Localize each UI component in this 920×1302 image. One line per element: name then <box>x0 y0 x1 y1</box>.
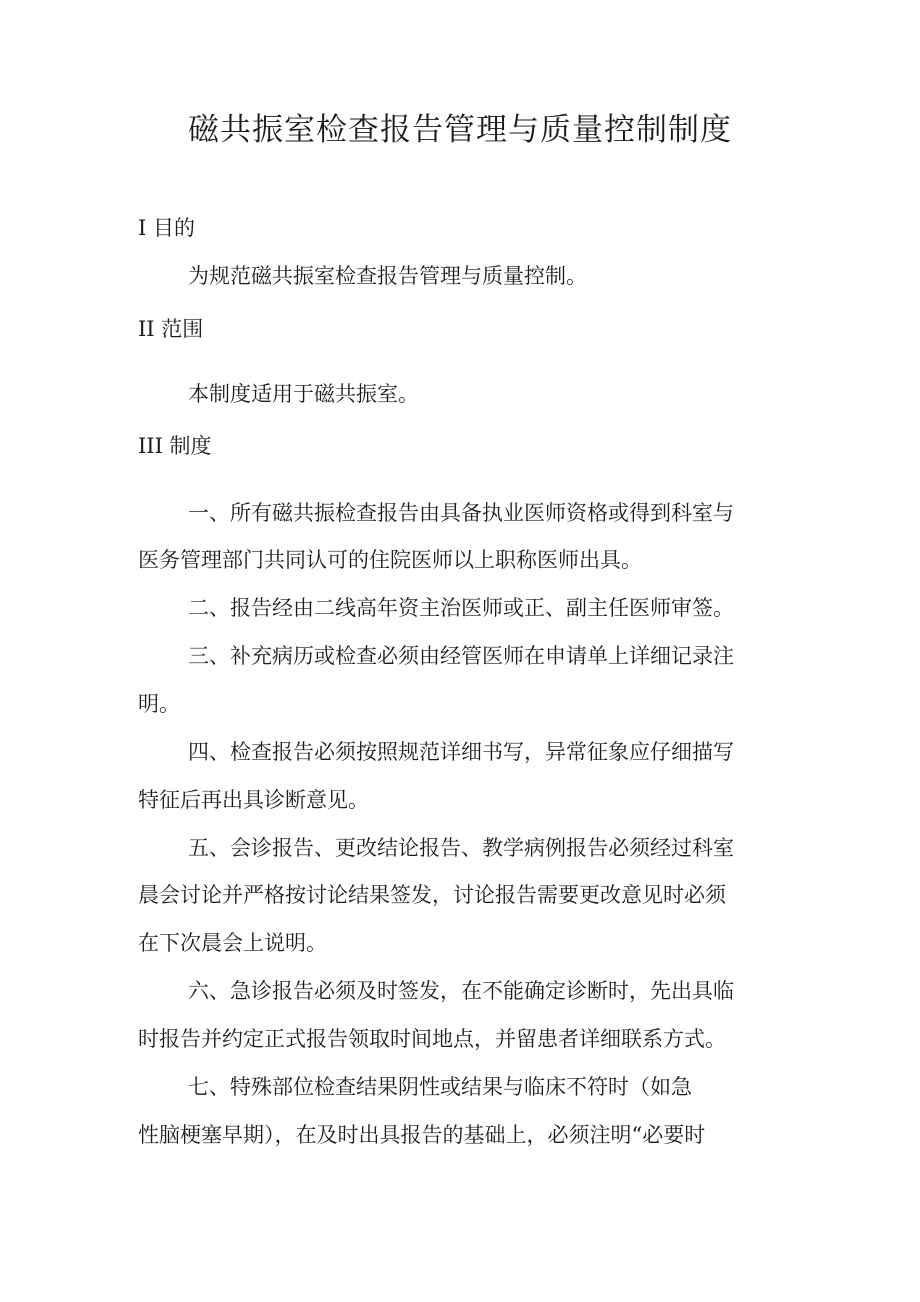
document-title: 磁共振室检查报告管理与质量控制制度 <box>188 112 732 148</box>
policy-heading: III 制度 <box>138 434 212 458</box>
policy-line: 时报告并约定正式报告领取时间地点，并留患者详细联系方式。 <box>138 1027 726 1051</box>
policy-line: 五、会诊报告、更改结论报告、教学病例报告必须经过科室 <box>188 836 734 860</box>
policy-line: 二、报告经由二线高年资主治医师或正、副主任医师审签。 <box>188 596 734 620</box>
policy-line: 医务管理部门共同认可的住院医师以上职称医师出具。 <box>138 548 642 572</box>
policy-line: 六、急诊报告必须及时签发，在不能确定诊断时，先出具临 <box>188 979 734 1003</box>
purpose-heading: I 目的 <box>138 216 195 240</box>
policy-line: 晨会讨论并严格按讨论结果签发，讨论报告需要更改意见时必须 <box>138 883 726 907</box>
scope-text: 本制度适用于磁共振室。 <box>188 382 419 406</box>
policy-line: 性脑梗塞早期），在及时出具报告的基础上，必须注明“必要时 <box>138 1123 706 1147</box>
policy-line: 明。 <box>138 692 180 716</box>
policy-line: 三、补充病历或检查必须由经管医师在申请单上详细记录注 <box>188 644 734 668</box>
policy-line: 四、检查报告必须按照规范详细书写，异常征象应仔细描写 <box>188 740 734 764</box>
policy-line: 一、所有磁共振检查报告由具备执业医师资格或得到科室与 <box>188 501 734 525</box>
policy-line: 在下次晨会上说明。 <box>138 931 327 955</box>
purpose-text: 为规范磁共振室检查报告管理与质量控制。 <box>188 264 587 288</box>
policy-line: 特征后再出具诊断意见。 <box>138 788 369 812</box>
scope-heading: II 范围 <box>138 317 204 341</box>
policy-line: 七、特殊部位检查结果阴性或结果与临床不符时（如急 <box>188 1075 692 1099</box>
